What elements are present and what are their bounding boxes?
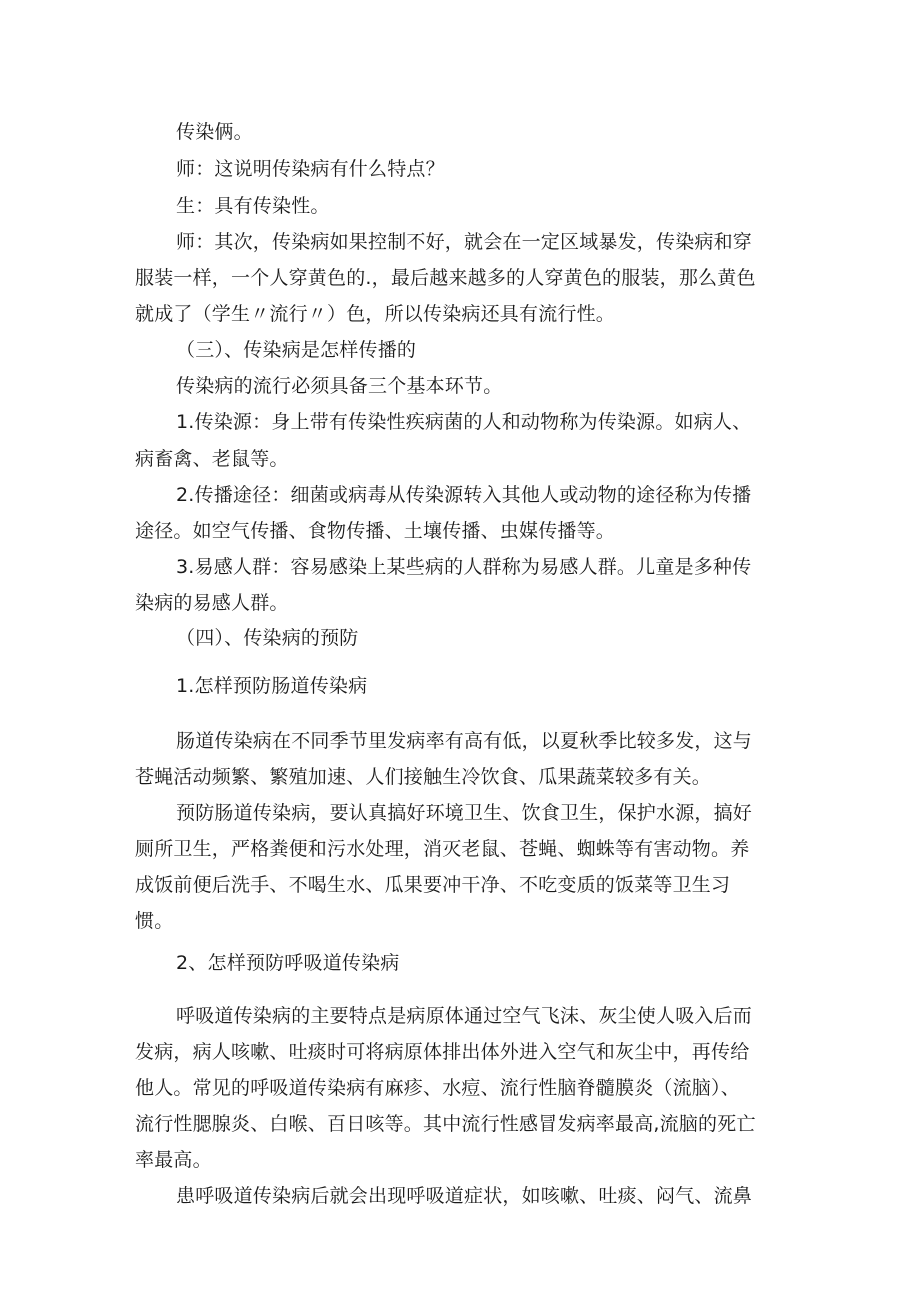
paragraph-line: 率最高。	[135, 1149, 212, 1171]
paragraph-line: 病畜禽、老鼠等。	[135, 448, 289, 470]
paragraph-line: 流行性腮腺炎、白喉、百日咳等。其中流行性感冒发病率最高,流脑的死亡	[135, 1113, 756, 1135]
section-heading: （四）、传染病的预防	[176, 627, 359, 649]
paragraph-line: 发病，病人咳嗽、吐痰时可将病原体排出体外进入空气和灰尘中，再传给	[135, 1041, 750, 1063]
paragraph-line: 途径。如空气传播、食物传播、土壤传播、虫媒传播等。	[135, 520, 616, 542]
paragraph-line: 服装一样，一个人穿黄色的.，最后越来越多的人穿黄色的服装，那么黄色	[135, 267, 756, 289]
paragraph-line: 呼吸道传染病的主要特点是病原体通过空气飞沫、灰尘使人吸入后而	[176, 1005, 753, 1027]
paragraph-line: 苍蝇活动频繁、繁殖加速、人们接触生冷饮食、瓜果蔬菜较多有关。	[135, 766, 712, 788]
paragraph-line: 3.易感人群：容易感染上某些病的人群称为易感人群。儿童是多种传	[176, 556, 752, 578]
subsection-heading: 2、怎样预防呼吸道传染病	[176, 952, 400, 974]
section-heading: （三）、传染病是怎样传播的	[176, 339, 417, 361]
paragraph-line: 生：具有传染性。	[176, 195, 330, 217]
paragraph-line: 染病的易感人群。	[135, 592, 289, 614]
paragraph-line: 肠道传染病在不同季节里发病率有高有低，以夏秋季比较多发，这与	[176, 730, 753, 752]
paragraph-line: 传染病的流行必须具备三个基本环节。	[176, 375, 503, 397]
paragraph-line: 传染俩。	[176, 121, 253, 143]
paragraph-line: 他人。常见的呼吸道传染病有麻疹、水痘、流行性脑脊髓膜炎（流脑）、	[135, 1077, 740, 1099]
paragraph-line: 患呼吸道传染病后就会出现呼吸道症状，如咳嗽、吐痰、闷气、流鼻	[176, 1185, 753, 1207]
paragraph-line: 成饭前便后洗手、不喝生水、瓜果要冲干净、不吃变质的饭菜等卫生习	[135, 874, 731, 896]
paragraph-line: 1.传染源：身上带有传染性疾病菌的人和动物称为传染源。如病人、	[176, 411, 752, 433]
paragraph-line: 惯。	[135, 910, 174, 932]
paragraph-line: 厕所卫生，严格粪便和污水处理，消灭老鼠、苍蝇、蜘蛛等有害动物。养	[135, 838, 750, 860]
paragraph-line: 师：其次，传染病如果控制不好，就会在一定区域暴发，传染病和穿	[176, 231, 753, 253]
paragraph-line: 就成了（学生〃流行〃）色，所以传染病还具有流行性。	[135, 303, 616, 325]
subsection-heading: 1.怎样预防肠道传染病	[176, 675, 368, 697]
paragraph-line: 2.传播途径：细菌或病毒从传染源转入其他人或动物的途径称为传播	[176, 484, 752, 506]
paragraph-line: 师：这说明传染病有什么特点？	[176, 158, 445, 180]
paragraph-line: 预防肠道传染病，要认真搞好环境卫生、饮食卫生，保护水源，搞好	[176, 802, 753, 824]
